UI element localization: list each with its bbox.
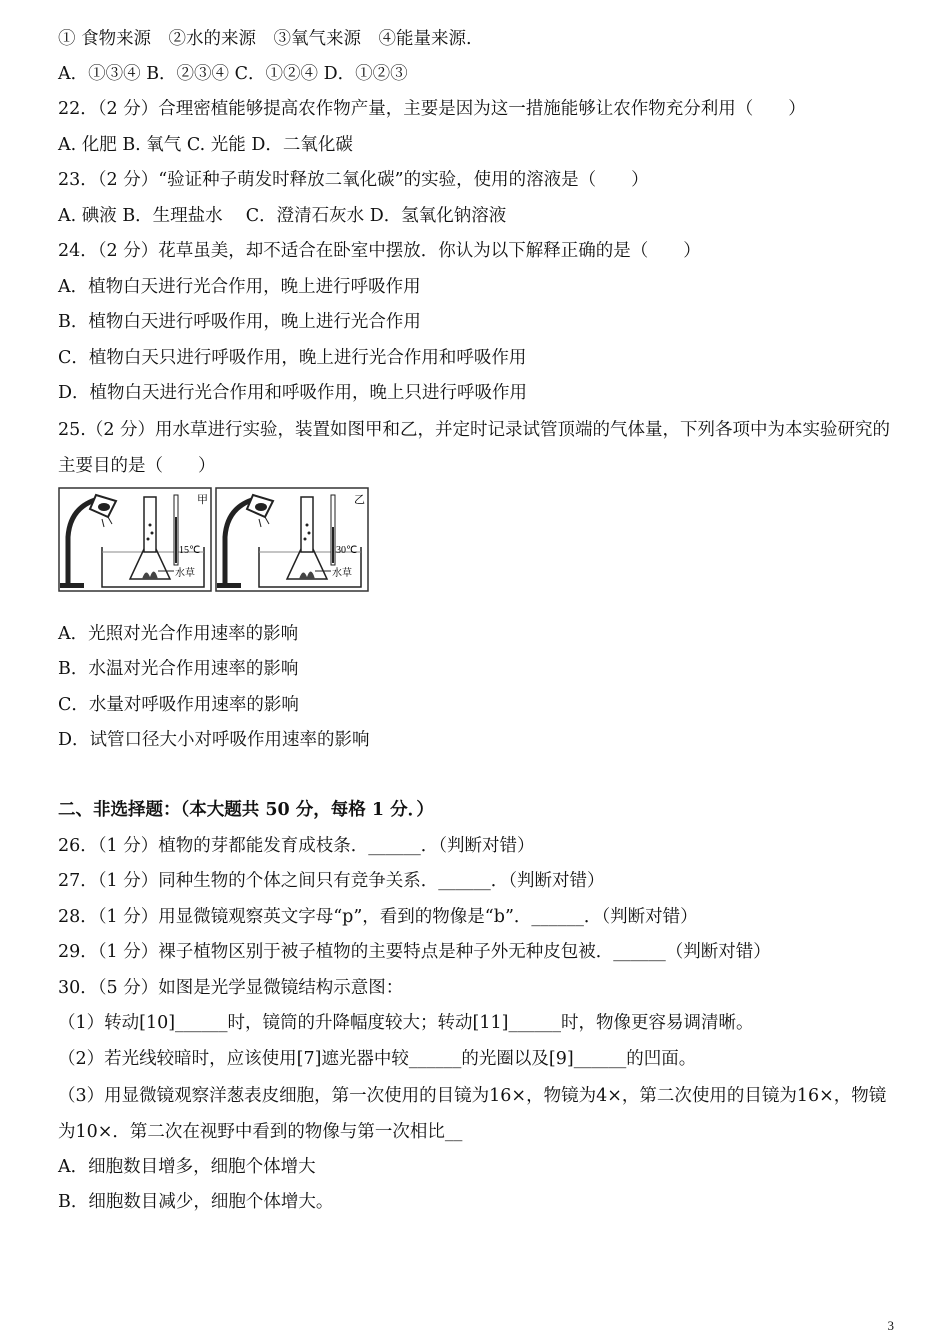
option-a: A．光照对光合作用速率的影响 <box>58 624 299 644</box>
option-b: B．细胞数目减少，细胞个体增大。 <box>58 1192 334 1212</box>
temperature-label: 15℃ <box>179 545 201 556</box>
question-28: 28．（1 分）用显微镜观察英文字母“p”，看到的物像是“b”．______．（判断对错） <box>58 907 698 927</box>
question-30-part-2: （2）若光线较暗时，应该使用[7]遮光器中较______的光圈以及[9]______的凹面。 <box>58 1049 697 1069</box>
option-a: A．植物白天进行光合作用，晚上进行呼吸作用 <box>58 277 421 297</box>
answer-options: A．①③④ B．②③④ C．①②④ D．①②③ <box>58 64 408 84</box>
panel-label: 甲 <box>197 493 208 506</box>
question-29: 29．（1 分）裸子植物区别于被子植物的主要特点是种子外无种皮包被．______（判断对错） <box>58 942 771 962</box>
option-d: D．植物白天进行光合作用和呼吸作用，晚上只进行呼吸作用 <box>58 383 528 403</box>
question-27: 27．（1 分）同种生物的个体之间只有竞争关系．______．（判断对错） <box>58 871 605 891</box>
temperature-label: 30℃ <box>336 545 358 556</box>
experiment-figure <box>58 487 370 593</box>
question-25: 25.（2 分）用水草进行实验，装置如图甲和乙，并定时记录试管顶端的气体量，下列各项中为本实验研究的主要目的是（ ） <box>58 420 891 476</box>
question-22: 22．（2 分）合理密植能够提高农作物产量，主要是因为这一措施能够让农作物充分利用（ ） <box>58 99 806 119</box>
plant-label: 水草 <box>175 568 195 579</box>
option-c: C．水量对呼吸作用速率的影响 <box>58 695 299 715</box>
plant-label: 水草 <box>332 568 352 579</box>
question-24: 24．（2 分）花草虽美，却不适合在卧室中摆放．你认为以下解释正确的是（ ） <box>58 241 701 261</box>
question-26: 26．（1 分）植物的芽都能发育成枝条．______．（判断对错） <box>58 836 535 856</box>
panel-label: 乙 <box>354 493 365 506</box>
answer-options: A. 碘液 B．生理盐水 C．澄清石灰水 D．氢氧化钠溶液 <box>58 206 507 226</box>
text-line: ① 食物来源 ②水的来源 ③氧气来源 ④能量来源. <box>58 29 472 49</box>
option-d: D．试管口径大小对呼吸作用速率的影响 <box>58 730 370 750</box>
page-number: 3 <box>887 1318 894 1333</box>
option-b: B．植物白天进行呼吸作用，晚上进行光合作用 <box>58 312 421 332</box>
option-c: C．植物白天只进行呼吸作用，晚上进行光合作用和呼吸作用 <box>58 348 527 368</box>
option-a: A．细胞数目增多，细胞个体增大 <box>58 1157 316 1177</box>
question-30-part-1: （1）转动[10]______时，镜筒的升降幅度较大；转动[11]______时，物像更容易调清晰。 <box>58 1013 754 1033</box>
answer-options: A. 化肥 B. 氧气 C. 光能 D．二氧化碳 <box>58 135 353 155</box>
question-30-part-3: （3）用显微镜观察洋葱表皮细胞，第一次使用的目镜为16×，物镜为4×，第二次使用的目镜为16×，物镜为10×．第二次在视野中看到的物像与第一次相比__ <box>58 1086 887 1142</box>
option-b: B．水温对光合作用速率的影响 <box>58 659 299 679</box>
section-heading: 二、非选择题：（本大题共 50 分，每格 1 分．） <box>58 800 434 820</box>
question-23: 23．（2 分）“验证种子萌发时释放二氧化碳”的实验，使用的溶液是（ ） <box>58 170 649 190</box>
question-30: 30．（5 分）如图是光学显微镜结构示意图： <box>58 978 404 998</box>
